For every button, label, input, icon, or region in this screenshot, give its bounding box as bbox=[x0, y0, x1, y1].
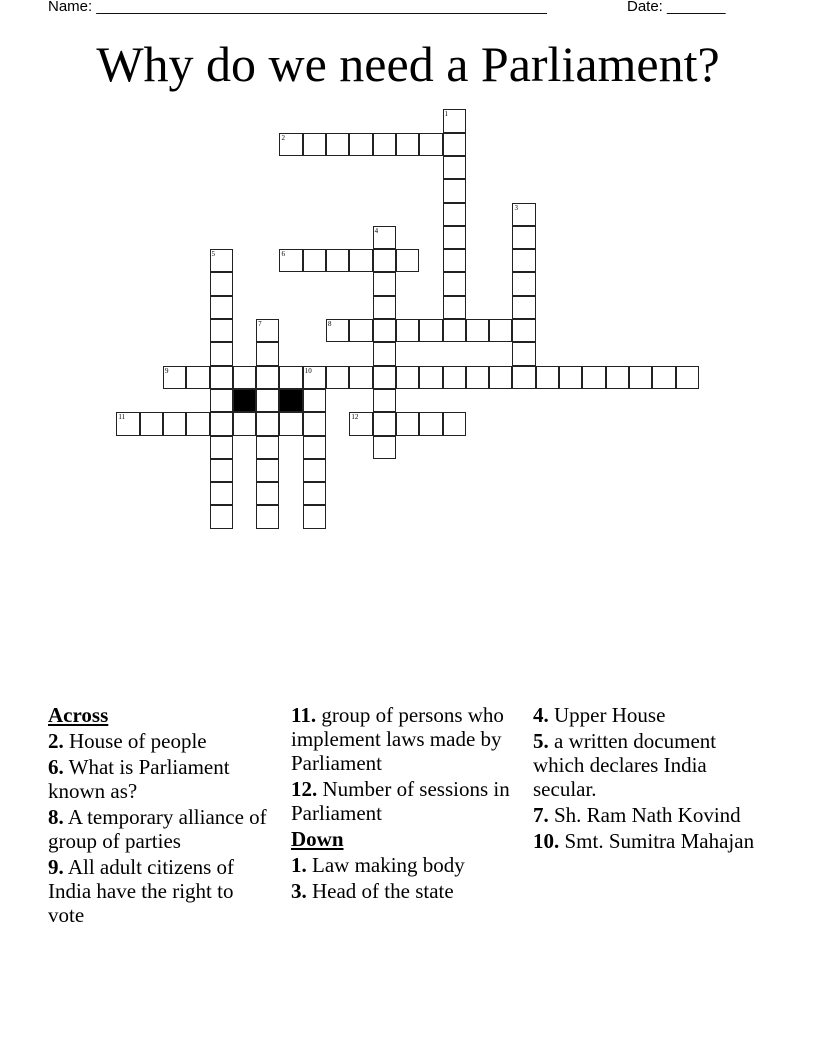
clue-down-5: 5. a written document which declares India secular. bbox=[533, 729, 717, 801]
clue-across-12: 12. Number of sessions in Parliament bbox=[291, 777, 510, 825]
grid-cell[interactable] bbox=[512, 342, 535, 365]
grid-cell[interactable] bbox=[443, 109, 466, 132]
grid-cell[interactable] bbox=[512, 319, 535, 342]
grid-cell[interactable] bbox=[582, 366, 605, 389]
grid-cell[interactable] bbox=[466, 366, 489, 389]
grid-cell[interactable] bbox=[303, 249, 326, 272]
grid-cell[interactable] bbox=[373, 366, 396, 389]
clue-number: 4 bbox=[374, 226, 379, 235]
grid-cell[interactable] bbox=[489, 366, 512, 389]
clue-number: 1 bbox=[444, 110, 449, 119]
grid-cell[interactable] bbox=[396, 133, 419, 156]
grid-cell[interactable] bbox=[210, 296, 233, 319]
grid-cell[interactable] bbox=[256, 436, 279, 459]
grid-cell[interactable] bbox=[163, 412, 186, 435]
grid-cell[interactable] bbox=[163, 366, 186, 389]
grid-cell[interactable] bbox=[349, 319, 372, 342]
grid-cell[interactable] bbox=[349, 249, 372, 272]
clue-across-2: 2. House of people bbox=[48, 729, 207, 753]
clue-across-11: 11. group of persons who implement laws made by Parliament bbox=[291, 703, 504, 775]
grid-cell[interactable] bbox=[512, 203, 535, 226]
grid-cell[interactable] bbox=[443, 319, 466, 342]
grid-cell[interactable] bbox=[443, 203, 466, 226]
clue-number: 7 bbox=[258, 320, 262, 329]
grid-cell[interactable] bbox=[210, 319, 233, 342]
grid-cell[interactable] bbox=[419, 412, 442, 435]
page-title: Why do we need a Parliament? bbox=[96, 36, 720, 92]
grid-cell[interactable] bbox=[303, 436, 326, 459]
grid-cell[interactable] bbox=[140, 412, 163, 435]
grid-cell[interactable] bbox=[489, 319, 512, 342]
grid-cell[interactable] bbox=[443, 272, 466, 295]
grid-cell[interactable] bbox=[443, 133, 466, 156]
clue-number: 12 bbox=[351, 413, 359, 422]
grid-cell[interactable] bbox=[233, 412, 256, 435]
grid-cell[interactable] bbox=[419, 133, 442, 156]
grid-cell[interactable] bbox=[443, 156, 466, 179]
grid-cell[interactable] bbox=[373, 412, 396, 435]
grid-cell[interactable] bbox=[419, 366, 442, 389]
grid-cell[interactable] bbox=[373, 342, 396, 365]
date-field: Date: _______ bbox=[627, 0, 726, 15]
grid-cell[interactable] bbox=[373, 319, 396, 342]
grid-cell[interactable] bbox=[373, 226, 396, 249]
clue-number: 9 bbox=[164, 366, 169, 375]
grid-cell[interactable] bbox=[349, 133, 372, 156]
grid-cell[interactable] bbox=[210, 366, 233, 389]
grid-cell[interactable] bbox=[186, 412, 209, 435]
grid-cell[interactable] bbox=[326, 249, 349, 272]
clue-down-4: 4. Upper House bbox=[533, 703, 666, 727]
grid-cell[interactable] bbox=[373, 436, 396, 459]
grid-cell[interactable] bbox=[210, 459, 233, 482]
grid-cell[interactable] bbox=[512, 272, 535, 295]
clues-column-2 bbox=[291, 703, 519, 905]
grid-cell[interactable] bbox=[210, 249, 233, 272]
down-heading: Down bbox=[291, 827, 344, 851]
grid-cell[interactable] bbox=[349, 412, 372, 435]
grid-cell[interactable] bbox=[279, 412, 302, 435]
grid-cell[interactable] bbox=[512, 226, 535, 249]
grid-cell[interactable] bbox=[676, 366, 699, 389]
grid-cell[interactable] bbox=[210, 482, 233, 505]
grid-cell[interactable] bbox=[443, 366, 466, 389]
grid-cell[interactable] bbox=[303, 389, 326, 412]
grid-cell[interactable] bbox=[303, 412, 326, 435]
grid-cell[interactable] bbox=[652, 366, 675, 389]
clue-down-1: 1. Law making body bbox=[291, 853, 465, 877]
clue-down-10: 10. Smt. Sumitra Mahajan bbox=[533, 829, 755, 853]
grid-cell[interactable] bbox=[210, 412, 233, 435]
clue-across-9: 9. All adult citizens of India have the right to vote bbox=[48, 855, 235, 927]
grid-cell[interactable] bbox=[326, 133, 349, 156]
clues-column-1 bbox=[48, 703, 274, 929]
clue-number: 10 bbox=[304, 366, 312, 375]
across-heading: Across bbox=[48, 703, 109, 727]
clue-number: 6 bbox=[281, 250, 285, 259]
grid-cell[interactable] bbox=[396, 319, 419, 342]
grid-cell[interactable] bbox=[256, 366, 279, 389]
grid-cell[interactable] bbox=[303, 133, 326, 156]
grid-cell[interactable] bbox=[256, 389, 279, 412]
clue-number: 3 bbox=[514, 203, 518, 212]
grid-cell[interactable] bbox=[536, 366, 559, 389]
grid-cell[interactable] bbox=[279, 366, 302, 389]
grid-cell[interactable] bbox=[303, 505, 326, 528]
grid-cell[interactable] bbox=[256, 459, 279, 482]
grid-cell[interactable] bbox=[443, 249, 466, 272]
clue-number: 2 bbox=[281, 133, 285, 142]
clue-number: 5 bbox=[211, 250, 216, 259]
grid-cell[interactable] bbox=[443, 296, 466, 319]
name-field: Name: ______________________________________________________ bbox=[48, 0, 547, 15]
grid-cell[interactable] bbox=[233, 366, 256, 389]
grid-cell[interactable] bbox=[210, 272, 233, 295]
grid-cell[interactable] bbox=[559, 366, 582, 389]
grid-cell[interactable] bbox=[443, 412, 466, 435]
grid-cell[interactable] bbox=[512, 249, 535, 272]
grid-cell[interactable] bbox=[326, 366, 349, 389]
grid-cell[interactable] bbox=[210, 505, 233, 528]
grid-cell[interactable] bbox=[396, 412, 419, 435]
clues-column-3 bbox=[533, 703, 763, 855]
clue-across-8: 8. A temporary alliance of group of parties bbox=[48, 805, 267, 853]
grid-cell[interactable] bbox=[606, 366, 629, 389]
grid-cell[interactable] bbox=[373, 389, 396, 412]
grid-cell[interactable] bbox=[210, 342, 233, 365]
grid-cell[interactable] bbox=[373, 296, 396, 319]
grid-cell[interactable] bbox=[373, 133, 396, 156]
grid-cell[interactable] bbox=[512, 296, 535, 319]
grid-cell[interactable] bbox=[396, 249, 419, 272]
grid-cell[interactable] bbox=[443, 226, 466, 249]
grid-cell[interactable] bbox=[373, 249, 396, 272]
grid-cell[interactable] bbox=[210, 436, 233, 459]
grid-cell[interactable] bbox=[629, 366, 652, 389]
grid-cell[interactable] bbox=[349, 366, 372, 389]
clue-number: 11 bbox=[118, 413, 126, 422]
clue-number: 8 bbox=[328, 320, 332, 329]
black-cell bbox=[279, 389, 302, 412]
grid-cell[interactable] bbox=[512, 366, 535, 389]
grid-cell[interactable] bbox=[443, 179, 466, 202]
grid-cell[interactable] bbox=[256, 482, 279, 505]
grid-cell[interactable] bbox=[279, 133, 302, 156]
grid-cell[interactable] bbox=[326, 319, 349, 342]
grid-cell[interactable] bbox=[186, 366, 209, 389]
grid-cell[interactable] bbox=[256, 319, 279, 342]
grid-cell[interactable] bbox=[303, 482, 326, 505]
clue-across-6: 6. What is Parliament known as? bbox=[48, 755, 230, 803]
grid-cell[interactable] bbox=[466, 319, 489, 342]
grid-cell[interactable] bbox=[303, 459, 326, 482]
grid-cell[interactable] bbox=[419, 319, 442, 342]
grid-cell[interactable] bbox=[256, 412, 279, 435]
grid-cell[interactable] bbox=[256, 342, 279, 365]
grid-cell[interactable] bbox=[279, 249, 302, 272]
grid-cell[interactable] bbox=[116, 412, 139, 435]
grid-cell[interactable] bbox=[373, 272, 396, 295]
grid-cell[interactable] bbox=[303, 366, 326, 389]
black-cell bbox=[233, 389, 256, 412]
clue-down-3: 3. Head of the state bbox=[291, 879, 454, 903]
grid-cell[interactable] bbox=[396, 366, 419, 389]
grid-cell[interactable] bbox=[210, 389, 233, 412]
clue-down-7: 7. Sh. Ram Nath Kovind bbox=[533, 803, 741, 827]
grid-cell[interactable] bbox=[256, 505, 279, 528]
